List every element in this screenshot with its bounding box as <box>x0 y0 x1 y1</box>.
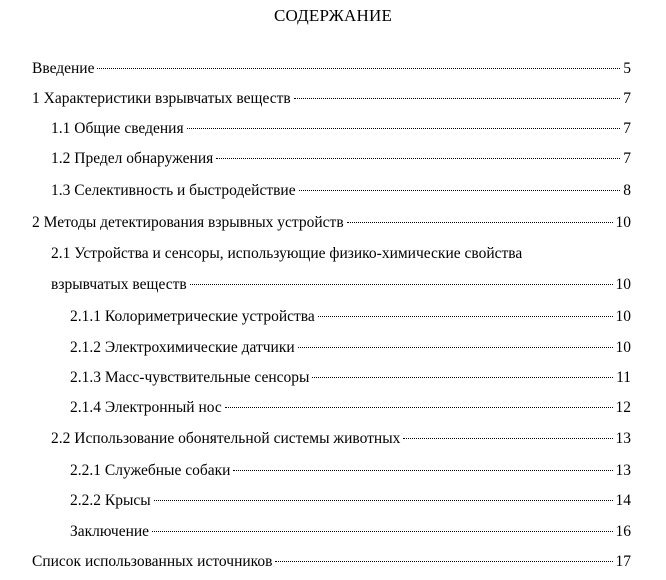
toc-entry-introduction <box>32 58 631 80</box>
toc-entry-page: 10 <box>615 276 631 293</box>
toc-entry-section-2-2-1 <box>70 460 631 482</box>
dot-leader <box>347 222 613 223</box>
toc-entry-section-1-2 <box>51 148 631 170</box>
toc-entry-text: 1.1 Общие сведения <box>51 120 184 137</box>
toc-entry-page: 16 <box>615 523 631 540</box>
dot-leader <box>190 284 613 285</box>
toc-entry-text: Заключение <box>70 523 150 540</box>
toc-entry-text: 2.2.2 Крысы <box>70 492 151 509</box>
toc-entry-section-2-1-first-line: 2.1 Устройства и сенсоры, использующие физико-химические свойства <box>51 245 523 262</box>
dot-leader <box>216 158 620 159</box>
toc-entry-page: 12 <box>615 399 631 416</box>
toc-entry-page: 7 <box>623 90 631 107</box>
toc-entry-text: 1.2 Предел обнаружения <box>51 150 214 167</box>
dot-leader <box>225 407 613 408</box>
dot-leader <box>233 470 612 471</box>
toc-entry-text: 2.2.1 Служебные собаки <box>70 462 231 479</box>
toc-entry-text: Список использованных источников <box>32 553 273 570</box>
toc-entry-chapter-2 <box>32 212 631 234</box>
dot-leader <box>298 347 613 348</box>
dot-leader <box>403 438 612 439</box>
dot-leader <box>275 561 612 562</box>
toc-entry-page: 7 <box>623 150 631 167</box>
toc-entry-section-2-1-2 <box>70 337 631 359</box>
toc-entry-page: 14 <box>615 492 631 509</box>
toc-entry-text: 1.3 Селективность и быстродействие <box>51 182 296 199</box>
toc-entry-page: 10 <box>615 308 631 325</box>
toc-entry-page: 10 <box>615 339 631 356</box>
toc-entry-page: 13 <box>615 430 631 447</box>
toc-entry-section-1-1 <box>51 118 631 140</box>
toc-entry-text: 2 Методы детектирования взрывных устройств <box>32 214 344 231</box>
dot-leader <box>154 500 613 501</box>
toc-entry-section-1-3 <box>51 180 631 202</box>
dot-leader <box>294 98 621 99</box>
toc-entry-page: 10 <box>615 214 631 231</box>
toc-entry-text: 2.1.3 Масс-чувствительные сенсоры <box>70 369 310 386</box>
dot-leader <box>299 190 621 191</box>
dot-leader <box>312 377 613 378</box>
toc-entry-page: 7 <box>623 120 631 137</box>
toc-entry-page: 17 <box>615 553 631 570</box>
toc-entry-text: 2.2 Использование обонятельной системы животных <box>51 430 401 447</box>
toc-entry-page: 13 <box>615 462 631 479</box>
toc-entry-conclusion <box>70 521 631 543</box>
dot-leader <box>187 128 621 129</box>
toc-entry-section-2-2-2 <box>70 490 631 512</box>
page-title: СОДЕРЖАНИЕ <box>273 6 393 25</box>
toc-entry-section-2-1 <box>51 274 631 296</box>
toc-entry-text: 2.1.4 Электронный нос <box>70 399 222 416</box>
toc-entry-section-2-2 <box>51 428 631 450</box>
toc-entry-page: 11 <box>616 369 631 386</box>
toc-entry-chapter-1 <box>32 88 631 110</box>
dot-leader <box>152 531 612 532</box>
toc-entry-text: Введение <box>32 60 95 77</box>
toc-entry-section-2-1-3 <box>70 367 631 389</box>
toc-entry-section-2-1-1 <box>70 306 631 328</box>
toc-entry-text: 1 Характеристики взрывчатых веществ <box>32 90 291 107</box>
toc-entry-text: 2.1.1 Колориметрические устройства <box>70 308 315 325</box>
toc-entry-section-2-1-4 <box>70 397 631 419</box>
toc-entry-text: 2.1.2 Электрохимические датчики <box>70 339 295 356</box>
dot-leader <box>97 68 620 69</box>
toc-entry-text: взрывчатых веществ <box>51 276 187 293</box>
toc-entry-page: 5 <box>623 60 631 77</box>
toc-entry-references <box>32 551 631 573</box>
toc-entry-page: 8 <box>623 182 631 199</box>
dot-leader <box>318 316 613 317</box>
